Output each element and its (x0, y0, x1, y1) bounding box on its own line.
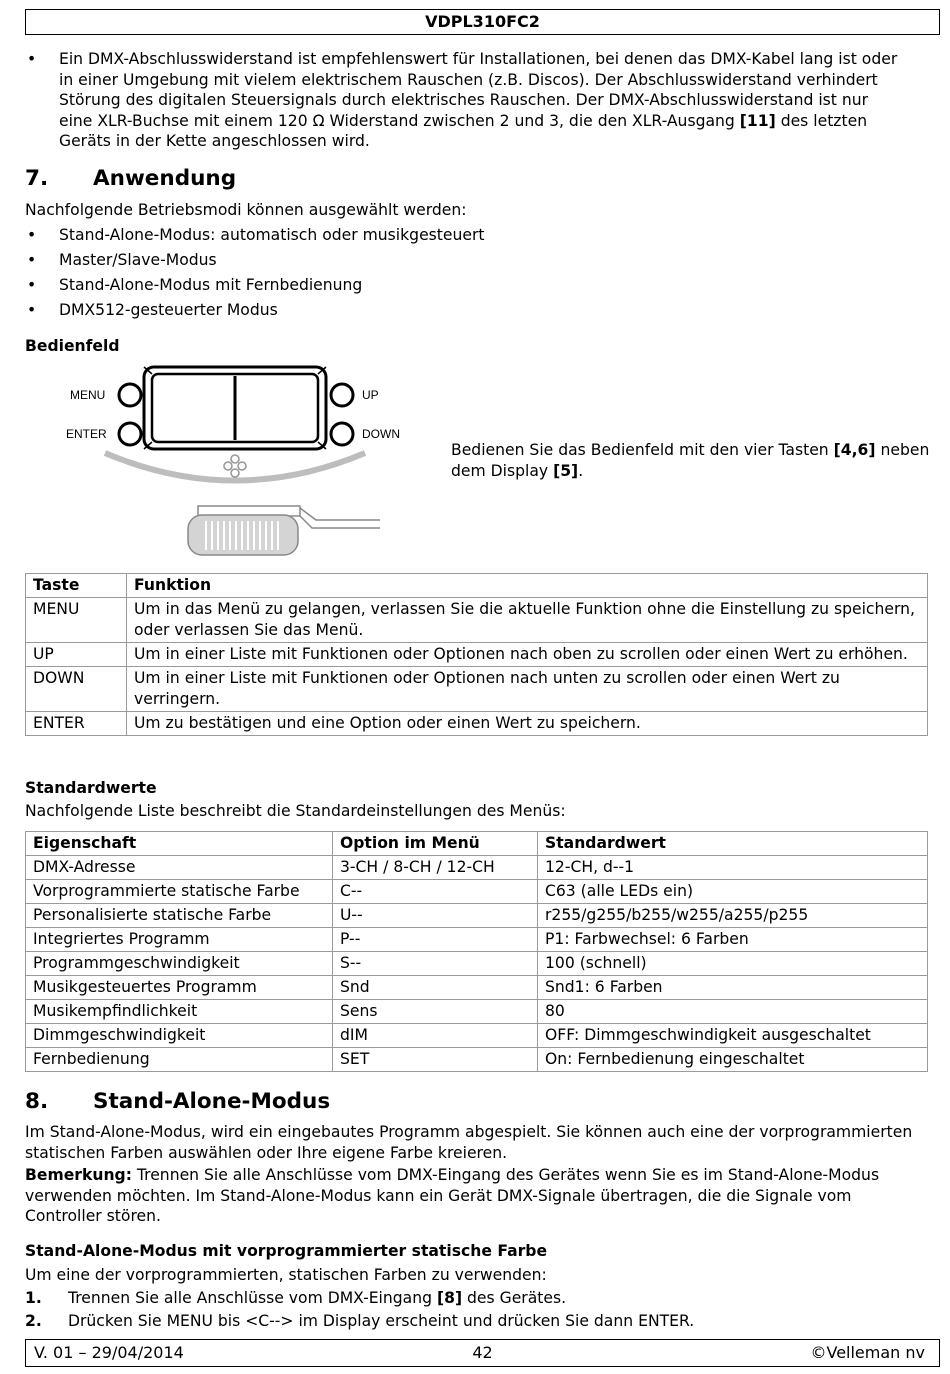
defaults-heading: Standardwerte (25, 779, 157, 797)
footer-copyright: ©Velleman nv (810, 1343, 925, 1362)
table-row: Personalisierte statische Farbe U-- r255/g255/b255/w255/a255/p255 (26, 904, 928, 928)
footer-page-number: 42 (472, 1343, 493, 1362)
intro-bullet-list (25, 49, 905, 152)
up-button-icon (331, 384, 353, 406)
table-row: Dimmgeschwindigkeit dIM OFF: Dimmgeschwindigkeit ausgeschaltet (26, 1024, 928, 1048)
enter-label: ENTER (66, 427, 107, 441)
table-row: UP Um in einer Liste mit Funktionen oder Optionen nach oben zu scrollen oder einen Wert zu erhöhen. (26, 643, 928, 667)
panel-heading: Bedienfeld (25, 337, 120, 355)
mode-item: • Stand-Alone-Modus: automatisch oder musikgesteuert (27, 226, 485, 244)
enter-button-icon (119, 423, 141, 445)
defaults-table (25, 831, 928, 1072)
step-item: 1. Trennen Sie alle Anschlüsse vom DMX-Eingang [8] des Gerätes. (25, 1289, 567, 1307)
table-row: Fernbedienung SET On: Fernbedienung eingeschaltet (26, 1048, 928, 1072)
mode-list (25, 225, 905, 321)
section-8-paragraph: Im Stand-Alone-Modus, wird ein eingebautes Programm abgespielt. Sie können auch eine der vorprogrammierten statischen Farben auswählen oder Ihre eigene Farbe kreieren. (25, 1123, 913, 1162)
table-row: DOWN Um in einer Liste mit Funktionen oder Optionen nach unten zu scrollen oder einen Wert zu verringern. (26, 667, 928, 712)
section-7-heading: 7. Anwendung (25, 166, 237, 191)
table-header-row: Taste Funktion (26, 574, 928, 598)
header-title: VDPL310FC2 (425, 12, 540, 31)
page-footer (25, 1339, 940, 1367)
intro-bullet: • Ein DMX-Abschlusswiderstand ist empfehlenswert für Installationen, bei denen das DMX-Kabel lang ist oder in einer Umgebung mit vielem elektrischem Rauschen (z.B. Discos). Der Abschlusswiderstand verhindert Störung des digitalen Steuersignals durch elektrisches Rauschen. Der DMX-Abschlusswiderstand ist nur eine XLR-Buchse mit einem 120 Ω Widerstand zwischen 2 und 3, die den XLR-Ausgang [11] des letzten Geräts in der Kette angeschlossen wird. (27, 50, 898, 150)
mode-item: • Master/Slave-Modus (27, 251, 217, 270)
section-8-heading: 8. Stand-Alone-Modus (25, 1089, 331, 1114)
table-row: Programmgeschwindigkeit S-- 100 (schnell) (26, 952, 928, 976)
step-item: 2. Drücken Sie MENU bis <C--> im Display erscheint und drücken Sie dann ENTER. (25, 1311, 695, 1330)
menu-label: MENU (70, 388, 106, 402)
mode-item: • Stand-Alone-Modus mit Fernbedienung (27, 276, 363, 295)
section-8-note: Bemerkung: Trennen Sie alle Anschlüsse vom DMX-Eingang des Gerätes wenn Sie es im Stand-Alone-Modus verwenden möchten. Im Stand-Alone-Modus kann ein Gerät DMX-Signale übertragen, die die Signale vom Controller stören. (25, 1166, 880, 1225)
up-label: UP (362, 388, 379, 402)
table-row: ENTER Um zu bestätigen und eine Option oder einen Wert zu speichern. (26, 712, 928, 736)
defaults-lead: Nachfolgende Liste beschreibt die Standardeinstellungen des Menüs: (25, 802, 566, 820)
table-header-row: Eigenschaft Option im Menü Standardwert (26, 832, 928, 856)
section-7-lead: Nachfolgende Betriebsmodi können ausgewählt werden: (25, 201, 467, 219)
sub-heading: Stand-Alone-Modus mit vorprogrammierter statische Farbe (25, 1242, 548, 1260)
table-row: Integriertes Programm P-- P1: Farbwechsel: 6 Farben (26, 928, 928, 952)
footer-version: V. 01 – 29/04/2014 (34, 1343, 184, 1362)
sub-lead: Um eine der vorprogrammierten, statischen Farben zu verwenden: (25, 1266, 547, 1284)
table-row: Musikempfindlichkeit Sens 80 (26, 1000, 928, 1024)
control-panel-diagram (60, 358, 400, 560)
down-button-icon (331, 423, 353, 445)
down-label: DOWN (362, 427, 400, 441)
panel-caption: Bedienen Sie das Bedienfeld mit den vier Tasten [4,6] neben dem Display [5]. (451, 441, 930, 480)
page-header (25, 9, 940, 35)
menu-button-icon (119, 384, 141, 406)
table-row: MENU Um in das Menü zu gelangen, verlassen Sie die aktuelle Funktion ohne die Einstellung zu speichern, oder verlassen Sie das Menü. (26, 598, 928, 643)
step-list (25, 1288, 925, 1331)
table-row: Musikgesteuertes Programm Snd Snd1: 6 Farben (26, 976, 928, 1000)
knob-icon (188, 506, 380, 555)
table-row: DMX-Adresse 3-CH / 8-CH / 12-CH 12-CH, d--1 (26, 856, 928, 880)
keys-table (25, 573, 928, 736)
mode-item: • DMX512-gesteuerter Modus (27, 301, 278, 320)
table-row: Vorprogrammierte statische Farbe C-- C63 (alle LEDs ein) (26, 880, 928, 904)
sensor-icon (224, 455, 246, 477)
